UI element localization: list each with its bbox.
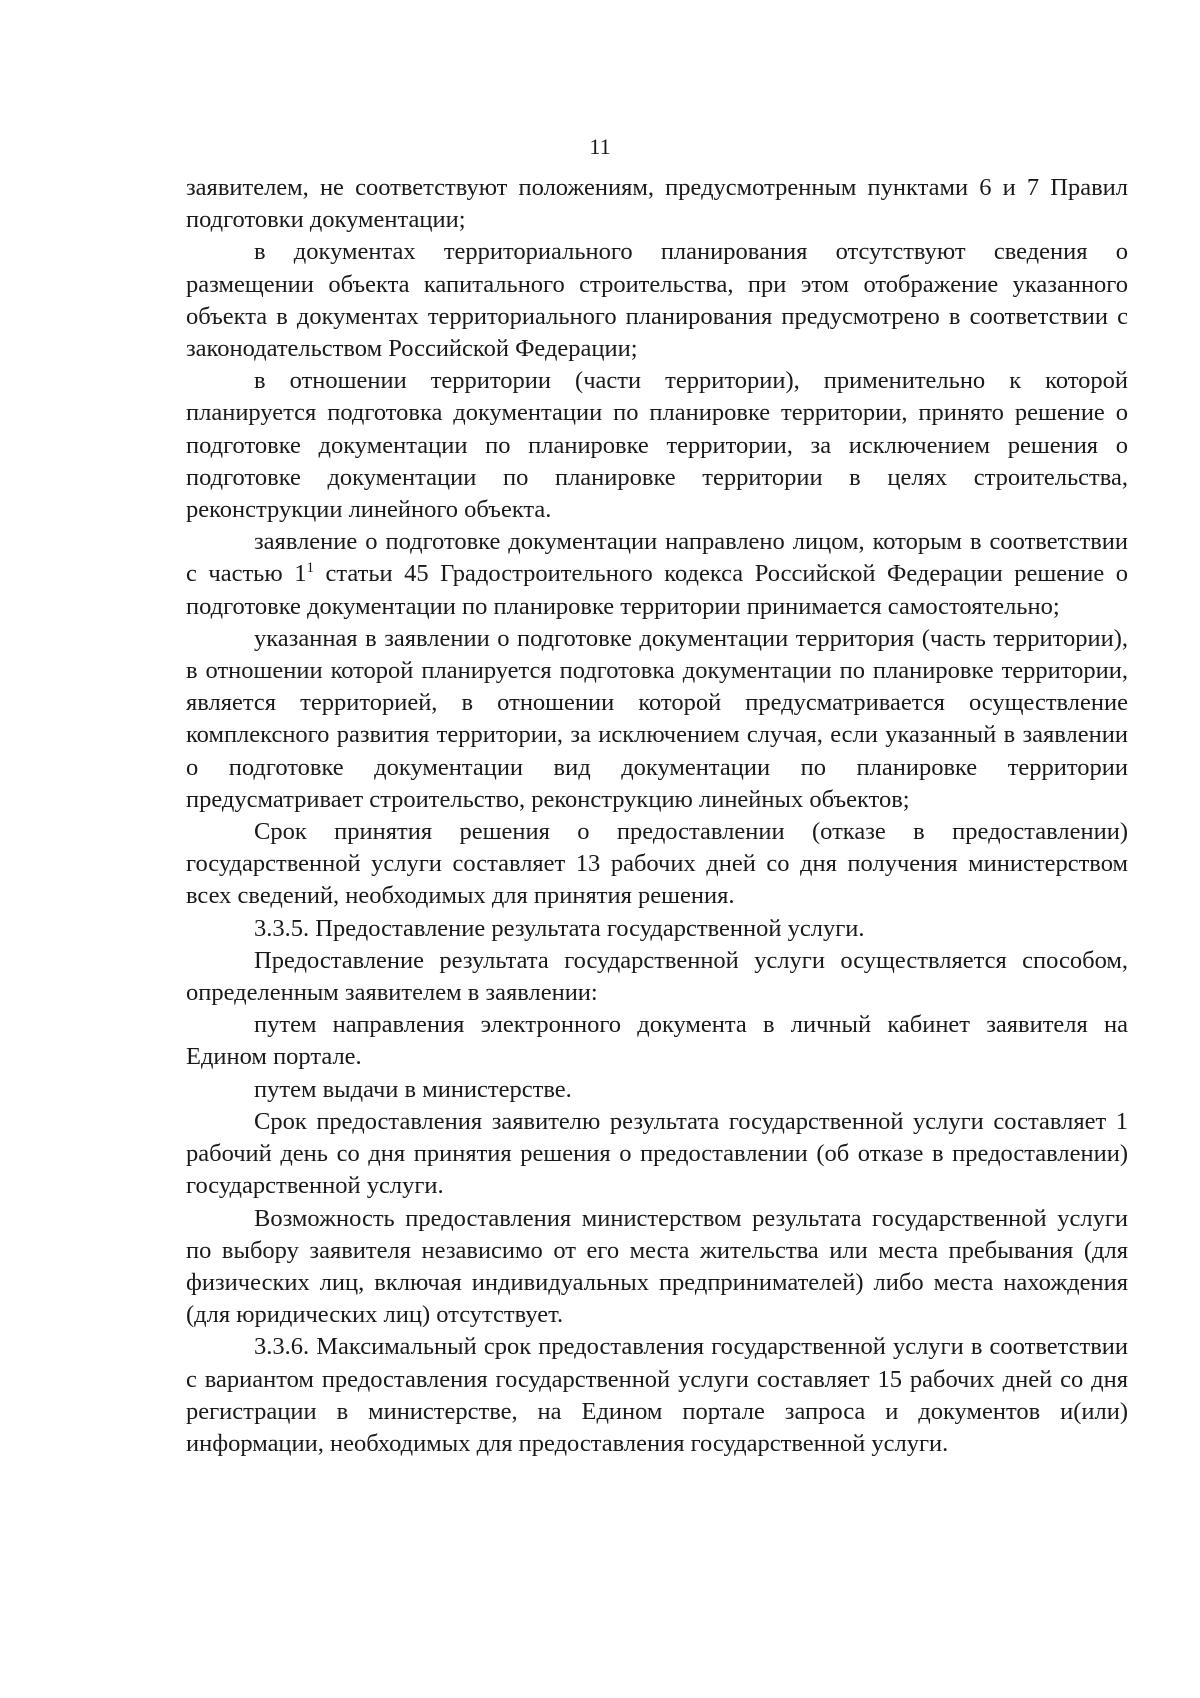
paragraph-7: Предоставление результата государственной услуги осуществляется способом, определенным заявителем в заявлении: bbox=[186, 946, 1128, 1007]
paragraph-2: в отношении территории (части территории), применительно к которой планируется подготовка документации по планировке территории, принято решение о подготовке документации по планировке территории, за исключением решения о подготовке документации по планировке территории в целях строительства, реконструкции линейного объекта. bbox=[186, 367, 1128, 524]
paragraph-9: путем выдачи в министерстве. bbox=[254, 1075, 572, 1103]
paragraph-5: Срок принятия решения о предоставлении (отказе в предоставлении) государственной услуги составляет 13 рабочих дней со дня получения министерством всех сведений, необходимых для принятия решения. bbox=[186, 818, 1128, 910]
document-body bbox=[186, 172, 1128, 1460]
paragraph-1: в документах территориального планирования отсутствуют сведения о размещении объекта капитального строительства, при этом отображение указанного объекта в документах территориального планирования предусмотрено в соответствии с законодательством Российской Федерации; bbox=[186, 238, 1128, 363]
paragraph-3 bbox=[186, 526, 1128, 623]
superscript-1: 1 bbox=[306, 560, 314, 577]
paragraph-11: Возможность предоставления министерством результата государственной услуги по выбору заявителя независимо от его места жительства или места пребывания (для физических лиц, включая индивидуальных предпринимателей) либо места нахождения (для юридических лиц) отсутствует. bbox=[186, 1204, 1128, 1329]
paragraph-8: путем направления электронного документа в личный кабинет заявителя на Едином портале. bbox=[186, 1011, 1128, 1071]
paragraph-6: 3.3.5. Предоставление результата государственной услуги. bbox=[254, 914, 865, 942]
paragraph-12: 3.3.6. Максимальный срок предоставления государственной услуги в соответствии с вариантом предоставления государственной услуги составляет 15 рабочих дней со дня регистрации в министерстве, на Едином портале запроса и документов и(или) информации, необходимых для предоставления государственной услуги. bbox=[186, 1333, 1128, 1457]
page-number: 11 bbox=[589, 134, 611, 159]
paragraph-3-continuation: статьи 45 Градостроительного кодекса Российской Федерации решение о подготовке документации по планировке территории принимается самостоятельно; bbox=[186, 560, 1128, 620]
paragraph-3-text: заявление о подготовке документации направлено лицом, которым в соответствии с частью 1 bbox=[186, 528, 1128, 588]
paragraph-10: Срок предоставления заявителю результата государственной услуги составляет 1 рабочий день со дня принятия решения о предоставлении (об отказе в предоставлении) государственной услуги. bbox=[186, 1107, 1128, 1200]
paragraph-0: заявителем, не соответствуют положениям, предусмотренным пунктами 6 и 7 Правил подготовки документации; bbox=[186, 174, 1128, 234]
paragraph-4: указанная в заявлении о подготовке документации территория (часть территории), в отношении которой планируется подготовка документации по планировке территории, является территорией, в отношении которой предусматривается осуществление комплексного развития территории, за исключением случая, если указанный в заявлении о подготовке документации вид документации по планировке территории предусматривает строительство, реконструкцию линейных объектов; bbox=[186, 624, 1128, 813]
